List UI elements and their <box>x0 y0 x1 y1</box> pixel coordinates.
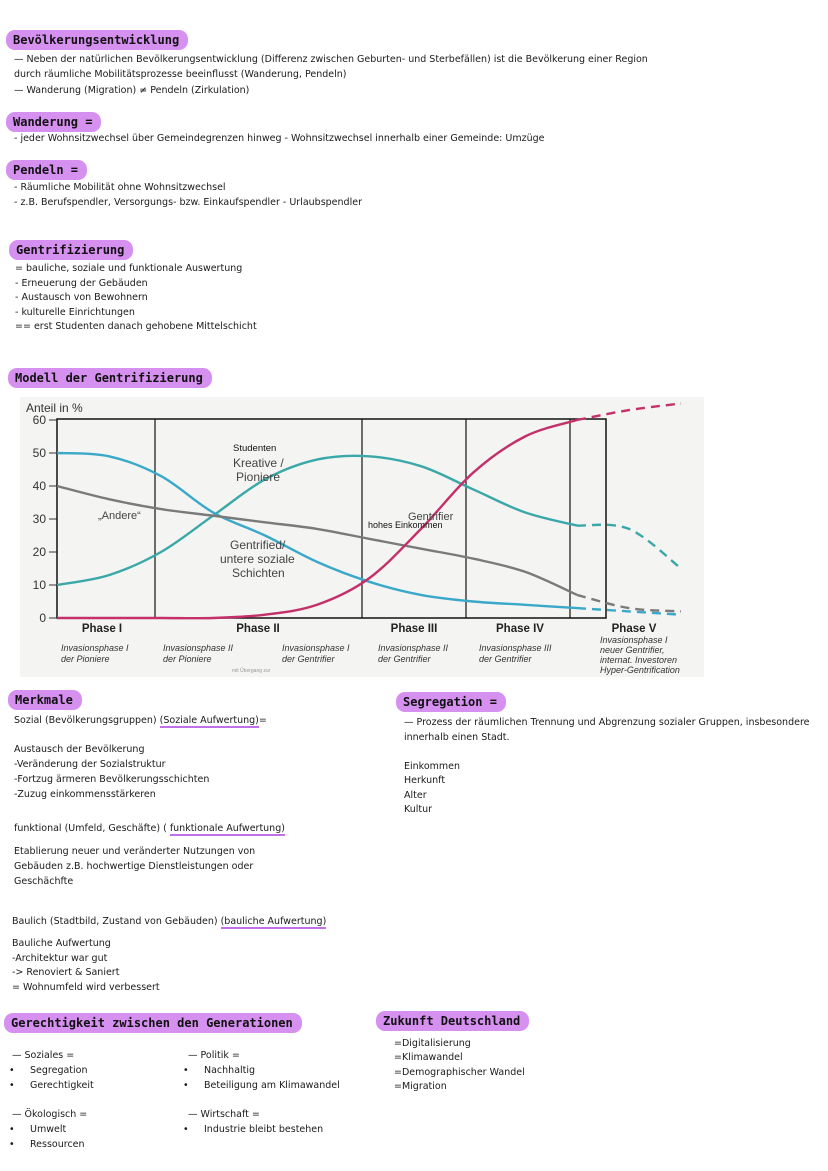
y-tick-label: 20 <box>32 545 46 559</box>
heading-gerechtigkeit: Gerechtigkeit zwischen den Generationen <box>4 1013 302 1033</box>
list-item: • Umwelt <box>30 1123 66 1137</box>
text-line: Austausch der Bevölkerung <box>14 744 145 755</box>
phase-description: neuer Gentrifier, <box>600 645 665 655</box>
text-line: - kulturelle Einrichtungen <box>15 307 135 318</box>
y-tick-label: 30 <box>32 512 46 526</box>
text-line: Gebäuden z.B. hochwertige Dienstleistungen oder <box>14 861 254 872</box>
phase-description: der Pioniere <box>61 654 110 664</box>
label-untere: untere soziale <box>220 552 295 566</box>
zukunft-item: =Klimawandel <box>394 1052 463 1063</box>
funktional-heading-line: funktional (Umfeld, Geschäfte) ( funktionale Aufwertung) <box>14 823 285 834</box>
list-item: • Segregation <box>30 1064 88 1078</box>
baulich-underlined: (bauliche Aufwertung) <box>220 916 327 927</box>
text-line: -Zuzug einkommensstärkeren <box>14 789 156 800</box>
heading-bevoelkerungsentwicklung: Bevölkerungsentwicklung <box>6 30 188 50</box>
label-schichten: Schichten <box>232 566 285 580</box>
label-kreative: Kreative / <box>233 456 284 470</box>
oekologisch-head: — Ökologisch = <box>12 1109 88 1120</box>
segregation-item: Kultur <box>404 804 433 815</box>
y-tick-label: 50 <box>32 446 46 460</box>
heading-zukunft: Zukunft Deutschland <box>376 1011 529 1031</box>
text-line: - jeder Wohnsitzwechsel über Gemeindegrenzen hinweg - Wohnsitzwechsel innerhalb einer Gemeinde: Umzüge <box>14 133 545 144</box>
phase-description: der Gentrifier <box>282 654 335 664</box>
heading-pendeln: Pendeln = <box>6 160 87 180</box>
phase-description: der Gentrifier <box>378 654 431 664</box>
text-line: — Prozess der räumlichen Trennung und Abgrenzung sozialer Gruppen, insbesondere <box>404 717 810 728</box>
sozial-underlined: (Soziale Aufwertung) <box>159 715 259 726</box>
phase-description: Invasionsphase I <box>61 643 129 653</box>
list-item: • Nachhaltig <box>204 1064 255 1078</box>
phase-description: der Pioniere <box>163 654 212 664</box>
y-tick-label: 0 <box>39 611 46 625</box>
y-tick-label: 60 <box>32 413 46 427</box>
text-line: — Wanderung (Migration) ≠ Pendeln (Zirkulation) <box>14 85 250 96</box>
zukunft-item: =Demographischer Wandel <box>394 1067 525 1078</box>
phase-name: Phase II <box>236 623 280 635</box>
y-tick-label: 40 <box>32 479 46 493</box>
baulich-heading-line: Baulich (Stadtbild, Zustand von Gebäuden) (bauliche Aufwertung) <box>12 916 327 927</box>
sozial-heading-line: Sozial (Bevölkerungsgruppen) (Soziale Aufwertung)= <box>14 715 267 726</box>
phase-name: Phase I <box>81 623 123 635</box>
text-line: - z.B. Berufspendler, Versorgungs- bzw. Einkaufspendler - Urlaubspendler <box>14 197 362 208</box>
phase-description: der Gentrifier <box>479 654 532 664</box>
label-studenten: Studenten <box>233 443 277 454</box>
phase-description: Hyper-Gentrification <box>600 665 680 675</box>
soziales-head: — Soziales = <box>12 1050 75 1061</box>
phase-name: Phase III <box>390 623 438 635</box>
list-item: • Beteiligung am Klimawandel <box>204 1079 340 1093</box>
politik-head: — Politik = <box>188 1050 240 1061</box>
phase-description: Invasionsphase II <box>163 643 234 653</box>
phase-name: Phase V <box>611 623 657 635</box>
phase-description: Invasionsphase III <box>479 643 552 653</box>
phase-description: Invasionsphase I <box>282 643 350 653</box>
text-line: Bauliche Aufwertung <box>12 938 111 949</box>
text-line: Etablierung neuer und veränderter Nutzungen von <box>14 846 256 857</box>
zukunft-item: =Digitalisierung <box>394 1038 471 1049</box>
list-item: • Ressourcen <box>30 1138 85 1152</box>
text-line: innerhalb einen Stadt. <box>404 732 510 743</box>
text-line: = bauliche, soziale und funktionale Auswertung <box>15 263 243 274</box>
phase-name: Phase IV <box>496 623 544 635</box>
text-line: == erst Studenten danach gehobene Mittelschicht <box>15 321 257 332</box>
list-item: • Gerechtigkeit <box>30 1079 94 1093</box>
zukunft-item: =Migration <box>394 1081 447 1092</box>
text-line: -Veränderung der Sozialstruktur <box>14 759 166 770</box>
gentrification-chart <box>20 397 704 677</box>
footnote: mit Übergang zur <box>232 668 271 674</box>
y-tick-label: 10 <box>32 578 46 592</box>
segregation-item: Einkommen <box>404 761 461 772</box>
label-gentrified: Gentrified/ <box>230 538 286 552</box>
text-line: - Räumliche Mobilität ohne Wohnsitzwechsel <box>14 182 226 193</box>
heading-merkmale: Merkmale <box>8 690 82 710</box>
y-axis-label: Anteil in % <box>26 401 83 415</box>
label-pioniere: Pioniere <box>236 470 281 484</box>
text-line: — Neben der natürlichen Bevölkerungsentwicklung (Differenz zwischen Geburten- und Sterbefällen) ist die Bevölkerung einer Region <box>14 54 648 65</box>
text-line: - Austausch von Bewohnern <box>15 292 148 303</box>
text-line: -> Renoviert & Saniert <box>12 967 120 978</box>
text-line: Geschächfte <box>14 876 74 887</box>
wirtschaft-head: — Wirtschaft = <box>188 1109 260 1120</box>
phase-description: internat. Investoren <box>600 655 678 665</box>
heading-gentrifizierung: Gentrifizierung <box>9 240 133 260</box>
label-hohes-einkommen: hohes Einkommen <box>368 520 443 530</box>
label-andere: „Andere“ <box>98 510 141 522</box>
segregation-item: Alter <box>404 790 427 801</box>
text-line: = Wohnumfeld wird verbessert <box>12 982 160 993</box>
heading-modell: Modell der Gentrifizierung <box>8 368 212 388</box>
label-gentrifier: Gentrifier <box>408 511 454 523</box>
heading-wanderung: Wanderung = <box>6 112 101 132</box>
segregation-item: Herkunft <box>404 775 446 786</box>
heading-segregation: Segregation = <box>396 692 506 712</box>
text-line: -Fortzug ärmeren Bevölkerungsschichten <box>14 774 210 785</box>
funktional-underlined: funktionale Aufwertung) <box>169 823 285 834</box>
text-line: durch räumliche Mobilitätsprozesse beeinflusst (Wanderung, Pendeln) <box>14 69 347 80</box>
phase-description: Invasionsphase II <box>378 643 449 653</box>
phase-description: Invasionsphase I <box>600 635 668 645</box>
list-item: • Industrie bleibt bestehen <box>204 1123 323 1137</box>
text-line: - Erneuerung der Gebäuden <box>15 278 148 289</box>
text-line: -Architektur war gut <box>12 953 108 964</box>
